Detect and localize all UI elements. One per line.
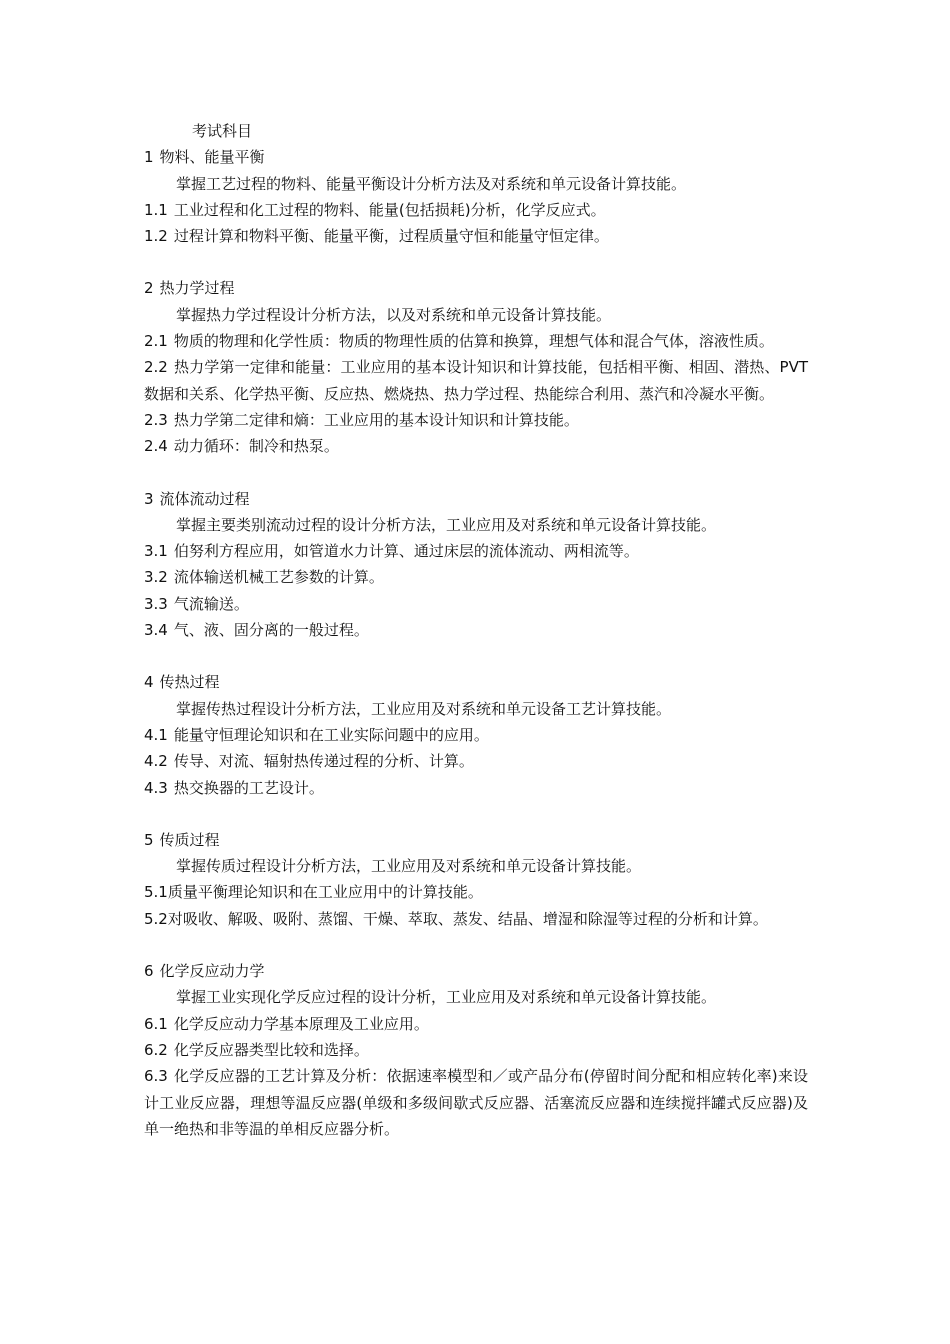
item-number: 4.1 <box>144 725 168 744</box>
item-number: 2.4 <box>144 437 168 456</box>
item-number: 6.3 <box>144 1067 168 1086</box>
item-text: 化学反应器类型比较和选择。 <box>173 1040 369 1059</box>
section-heading-text: 传热过程 <box>159 673 220 692</box>
list-item <box>144 1011 808 1037</box>
list-item <box>144 407 808 433</box>
item-number: 3.2 <box>144 568 168 587</box>
list-item <box>144 433 808 459</box>
section-heading-text: 传质过程 <box>159 830 220 849</box>
item-number: 1.1 <box>144 200 168 219</box>
section-spacer <box>144 249 808 275</box>
list-item <box>144 564 808 590</box>
list-item <box>144 775 808 801</box>
item-number: 5.1 <box>144 883 168 902</box>
item-number: 3.1 <box>144 542 168 561</box>
section-intro: 掌握传质过程设计分析方法，工业应用及对系统和单元设备计算技能。 <box>176 857 642 876</box>
item-text: 伯努利方程应用，如管道水力计算、通过床层的流体流动、两相流等。 <box>173 542 639 561</box>
item-text: 气流输送。 <box>173 594 249 613</box>
section-heading <box>144 144 808 170</box>
list-item <box>144 197 808 223</box>
list-item <box>144 617 808 643</box>
list-item <box>144 879 808 905</box>
section-intro: 掌握热力学过程设计分析方法，以及对系统和单元设备计算技能。 <box>176 305 612 324</box>
section-intro: 掌握传热过程设计分析方法，工业应用及对系统和单元设备工艺计算技能。 <box>176 699 672 718</box>
section-4 <box>144 669 808 800</box>
item-text: 质量平衡理论知识和在工业应用中的计算技能。 <box>167 883 483 902</box>
section-heading <box>144 275 808 301</box>
section-number: 4 <box>144 673 154 692</box>
section-number: 3 <box>144 489 154 508</box>
document-title: 考试科目 <box>192 122 253 140</box>
item-text: 物质的物理和化学性质：物质的物理性质的估算和换算，理想气体和混合气体，溶液性质。 <box>173 332 774 351</box>
item-number: 6.2 <box>144 1040 168 1059</box>
section-number: 5 <box>144 830 154 849</box>
section-heading-text: 热力学过程 <box>159 279 235 298</box>
section-intro: 掌握工艺过程的物料、能量平衡设计分析方法及对系统和单元设备计算技能。 <box>176 174 687 193</box>
section-heading <box>144 486 808 512</box>
section-heading <box>144 958 808 984</box>
section-heading <box>144 827 808 853</box>
section-heading-text: 流体流动过程 <box>159 489 250 508</box>
list-item <box>144 223 808 249</box>
item-number: 3.4 <box>144 621 168 640</box>
section-spacer <box>144 801 808 827</box>
item-text: 能量守恒理论知识和在工业实际问题中的应用。 <box>173 725 489 744</box>
item-number: 5.2 <box>144 909 168 928</box>
list-item <box>144 722 808 748</box>
list-item <box>144 591 808 617</box>
sections-container <box>144 144 808 1142</box>
item-text: 动力循环：制冷和热泵。 <box>173 437 339 456</box>
section-spacer <box>144 932 808 958</box>
item-number: 4.3 <box>144 778 168 797</box>
item-text: 气、液、固分离的一般过程。 <box>173 621 369 640</box>
section-number: 2 <box>144 279 154 298</box>
list-item <box>144 1063 808 1142</box>
section-1 <box>144 144 808 249</box>
document-page <box>144 118 808 1142</box>
section-intro: 掌握主要类别流动过程的设计分析方法，工业应用及对系统和单元设备计算技能。 <box>176 515 717 534</box>
section-heading <box>144 669 808 695</box>
item-text: 对吸收、解吸、吸附、蒸馏、干燥、萃取、蒸发、结晶、增湿和除湿等过程的分析和计算。 <box>167 909 768 928</box>
item-number: 2.1 <box>144 332 168 351</box>
item-number: 3.3 <box>144 594 168 613</box>
section-number: 1 <box>144 148 154 167</box>
item-text: 化学反应动力学基本原理及工业应用。 <box>173 1014 429 1033</box>
item-number: 6.1 <box>144 1014 168 1033</box>
item-text: 热力学第一定律和能量：工业应用的基本设计知识和计算技能，包括相平衡、相固、潜热、PVT 数据和关系、化学热平衡、反应热、燃烧热、热力学过程、热能综合利用、蒸汽和冷凝水平衡。 <box>144 358 808 403</box>
item-text: 传导、对流、辐射热传递过程的分析、计算。 <box>173 752 474 771</box>
section-number: 6 <box>144 962 154 981</box>
section-heading-text: 物料、能量平衡 <box>159 148 265 167</box>
item-number: 4.2 <box>144 752 168 771</box>
item-number: 2.3 <box>144 410 168 429</box>
item-text: 工业过程和化工过程的物料、能量(包括损耗)分析，化学反应式。 <box>173 200 606 219</box>
section-2 <box>144 275 808 459</box>
list-item <box>144 538 808 564</box>
item-text: 过程计算和物料平衡、能量平衡，过程质量守恒和能量守恒定律。 <box>173 227 609 246</box>
section-heading-text: 化学反应动力学 <box>159 962 265 981</box>
section-6 <box>144 958 808 1142</box>
section-5 <box>144 827 808 932</box>
section-spacer <box>144 460 808 486</box>
item-text: 流体输送机械工艺参数的计算。 <box>173 568 384 587</box>
item-text: 热力学第二定律和熵：工业应用的基本设计知识和计算技能。 <box>173 410 579 429</box>
item-number: 2.2 <box>144 358 168 377</box>
item-text: 热交换器的工艺设计。 <box>173 778 324 797</box>
list-item <box>144 1037 808 1063</box>
section-3 <box>144 486 808 644</box>
list-item <box>144 748 808 774</box>
section-spacer <box>144 643 808 669</box>
item-text: 化学反应器的工艺计算及分析：依据速率模型和／或产品分布(停留时间分配和相应转化率)来设计工业反应器，理想等温反应器(单级和多级间歇式反应器、活塞流反应器和连续搅拌罐式反应器)及单一绝热和非等温的单相反应器分析。 <box>144 1067 808 1138</box>
section-intro: 掌握工业实现化学反应过程的设计分析，工业应用及对系统和单元设备计算技能。 <box>176 988 717 1007</box>
list-item <box>144 906 808 932</box>
item-number: 1.2 <box>144 227 168 246</box>
list-item <box>144 328 808 354</box>
list-item <box>144 354 808 407</box>
